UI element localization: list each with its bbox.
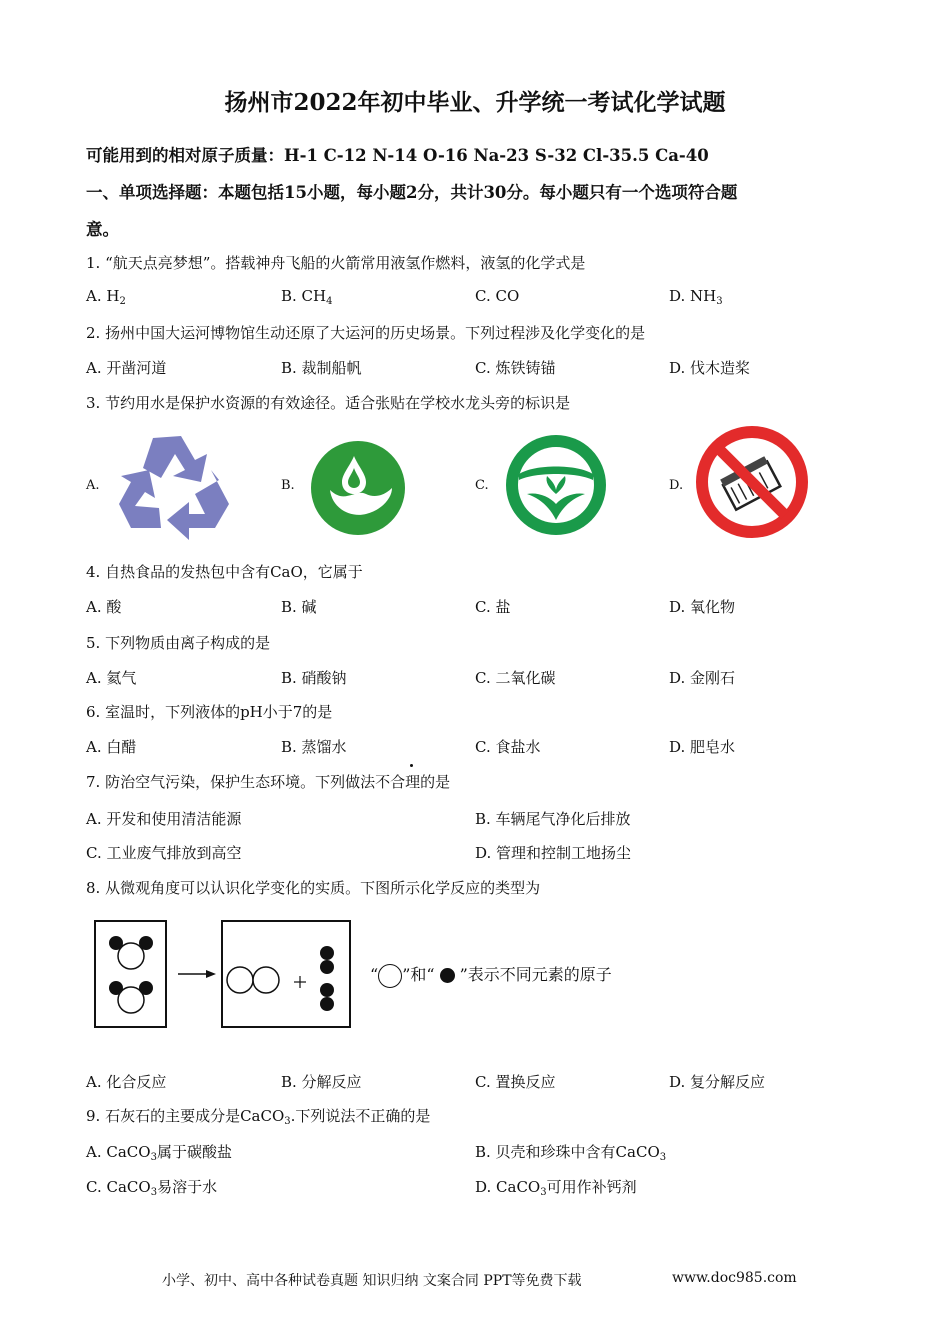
- q6-stem: 6. 室温时，下列液体的pH小于7的是: [86, 703, 333, 721]
- q5-stem: 5. 下列物质由离子构成的是: [86, 634, 271, 652]
- q3-option-d[interactable]: D.: [669, 478, 684, 493]
- q7-option-b[interactable]: B. 车辆尾气净化后排放: [475, 810, 631, 828]
- atomic-masses: 可能用到的相对原子质量：H-1 C-12 N-14 O-16 Na-23 S-32 Cl-35.5 Ca-40: [86, 146, 709, 165]
- q4-option-a[interactable]: A. 酸: [86, 598, 122, 616]
- q9-option-d[interactable]: D. CaCO$_3$可用作补钙剂: [475, 1178, 637, 1198]
- page-title: 扬州市2022年初中毕业、升学统一考试化学试题: [224, 89, 726, 116]
- q6-option-d[interactable]: D. 肥皂水: [669, 738, 736, 756]
- q9-option-b[interactable]: B. 贝壳和珍珠中含有CaCO$_3$: [475, 1143, 667, 1163]
- q1-option-b[interactable]: B. $CH_4$: [281, 287, 333, 307]
- q7-option-c[interactable]: C. 工业废气排放到高空: [86, 844, 242, 862]
- water-saving-icon: [310, 440, 406, 536]
- black-atom-icon: [440, 968, 455, 983]
- q7-stem: 7. 防治空气污染，保护生态环境。下列做法不合理的是: [86, 773, 451, 791]
- q1-stem: 1. “航天点亮梦想”。搭载神舟飞船的火箭常用液氢作燃料，液氢的化学式是: [86, 254, 586, 272]
- q5-option-a[interactable]: A. 氦气: [86, 669, 137, 687]
- no-matches-icon: [695, 425, 809, 539]
- section-heading-line1: 一、单项选择题：本题包括15小题，每小题2分，共计30分。每小题只有一个选项符合题: [86, 183, 738, 202]
- recycle-icon: [115, 430, 235, 536]
- q3-stem: 3. 节约用水是保护水资源的有效途径。适合张贴在学校水龙头旁的标识是: [86, 394, 571, 412]
- q4-option-d[interactable]: D. 氧化物: [669, 598, 736, 616]
- q1-option-c[interactable]: C. CO: [475, 287, 520, 305]
- q9-stem: 9. 石灰石的主要成分是CaCO$_3$.下列说法不正确的是: [86, 1107, 431, 1127]
- q8-stem: 8. 从微观角度可以认识化学变化的实质。下图所示化学反应的类型为: [86, 879, 541, 897]
- q9-option-a[interactable]: A. CaCO$_3$属于碳酸盐: [86, 1143, 232, 1163]
- q8-option-c[interactable]: C. 置换反应: [475, 1073, 556, 1091]
- q2-option-b[interactable]: B. 裁制船帆: [281, 359, 362, 377]
- q3-option-c[interactable]: C.: [475, 478, 489, 493]
- q5-option-c[interactable]: C. 二氧化碳: [475, 669, 556, 687]
- q4-stem: 4. 自热食品的发热包中含有CaO，它属于: [86, 563, 363, 581]
- q6-option-c[interactable]: C. 食盐水: [475, 738, 541, 756]
- q3-option-a[interactable]: A.: [86, 478, 100, 493]
- footer-text: 小学、初中、高中各种试卷真题 知识归纳 文案合同 PPT等免费下载: [162, 1273, 582, 1289]
- emphasis-dot: [410, 764, 413, 767]
- q8-option-b[interactable]: B. 分解反应: [281, 1073, 362, 1091]
- q4-option-b[interactable]: B. 碱: [281, 598, 317, 616]
- q1-option-d[interactable]: D. $NH_3$: [669, 287, 723, 307]
- reaction-diagram: [94, 918, 354, 1030]
- q5-option-d[interactable]: D. 金刚石: [669, 669, 736, 687]
- q4-option-c[interactable]: C. 盐: [475, 598, 511, 616]
- section-heading-line2: 意。: [86, 220, 119, 239]
- q7-option-a[interactable]: A. 开发和使用清洁能源: [86, 810, 242, 828]
- white-atom-icon: [378, 964, 402, 988]
- footer-link[interactable]: www.doc985.com: [672, 1270, 797, 1286]
- q7-option-d[interactable]: D. 管理和控制工地扬尘: [475, 844, 632, 862]
- q1-option-a[interactable]: A. $H_2$: [86, 287, 126, 307]
- q6-option-b[interactable]: B. 蒸馏水: [281, 738, 347, 756]
- q5-option-b[interactable]: B. 硝酸钠: [281, 669, 347, 687]
- q2-option-a[interactable]: A. 开凿河道: [86, 359, 167, 377]
- q9-option-c[interactable]: C. CaCO$_3$易溶于水: [86, 1178, 218, 1198]
- q8-legend: “ ”和“ ”表示不同元素的原子: [370, 962, 612, 988]
- q2-stem: 2. 扬州中国大运河博物馆生动还原了大运河的历史场景。下列过程涉及化学变化的是: [86, 324, 646, 342]
- green-food-icon: [505, 434, 607, 536]
- q2-option-c[interactable]: C. 炼铁铸锚: [475, 359, 556, 377]
- q3-option-b[interactable]: B.: [281, 478, 295, 493]
- q2-option-d[interactable]: D. 伐木造桨: [669, 359, 751, 377]
- q6-option-a[interactable]: A. 白醋: [86, 738, 137, 756]
- q8-option-a[interactable]: A. 化合反应: [86, 1073, 167, 1091]
- q8-option-d[interactable]: D. 复分解反应: [669, 1073, 766, 1091]
